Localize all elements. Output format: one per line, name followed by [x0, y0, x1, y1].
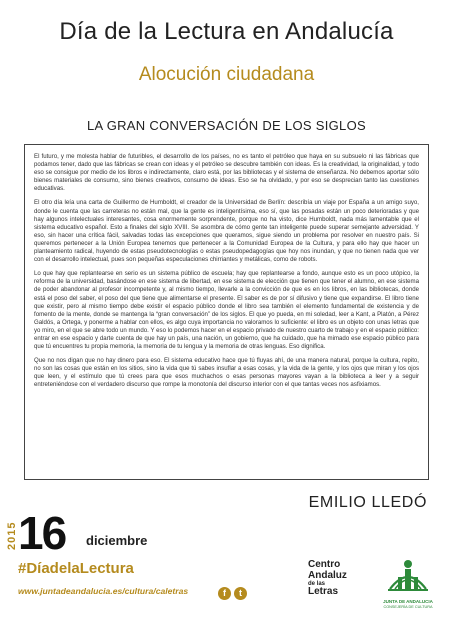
junta-andalucia-logo [378, 555, 438, 609]
caletras-logo [308, 560, 364, 598]
social-icons [218, 583, 250, 601]
speech-text-box [24, 144, 429, 480]
month-label: diciembre [86, 533, 148, 548]
junta-dept: CONSEJERÍA DE CULTURA [383, 604, 433, 609]
caletras-logo-line: Andaluz [308, 569, 347, 581]
website-link[interactable]: www.juntadeandalucia.es/cultura/caletras [18, 586, 189, 596]
caletras-logo-line: Centro [308, 559, 341, 570]
junta-name: JUNTA DE ANDALUCIA [383, 599, 433, 604]
author-name: EMILIO LLEDÓ [308, 494, 427, 511]
paragraph-4: Que no nos digan que no hay dinero para eso. El sistema educativo hace que tú fluyas ahí, de una manera natural, porque la cultura, repito, no son las cosas que están en los sitios, sino la vida que tú sabes insuflar a esas cosas, y la vida de la gente, y los ojos que miran y los ojos que leen, y el estímulo que tú crees para que esos muchachos o esas personas mayores vayan a la biblioteca a leer y a seguir entreteniéndose con el verdadero discurso que rompe la monotonía del discurso interior con el que tantas veces nos asfixiamos. [34, 357, 419, 389]
junta-emblem-icon [386, 555, 430, 595]
page-title: Día de la Lectura en Andalucía [59, 18, 394, 45]
day-number: 16 [18, 507, 66, 559]
section-heading: LA GRAN CONVERSACIÓN DE LOS SIGLOS [87, 118, 366, 133]
hashtag-link[interactable]: #DíadelaLectura [18, 560, 134, 577]
caletras-logo-line: de las [308, 581, 326, 587]
year-label: 2015 [6, 521, 18, 550]
paragraph-2: El otro día leía una carta de Guillermo de Humboldt, el creador de la Universidad de Berlín: describía un viaje por España a un amigo suyo, donde le cuenta que las carreteras no están mal, que la gente es inteligentísima, eso sí, que las posadas están un poco deterioradas y que hay algunos intelectuales interesantes, cosa enormemente sorprendente, porque no ha visto, dice Humboldt, nada más lamentable que el sistema educativo español. Esto a finales del siglo XVIII. Se asombra de cómo gente tan inteligente puede superar semejante adversidad. Y eso, sin hacer una crítica fácil, salvadas todas las excepciones que queramos, sigue siendo un problema por resolver en nuestro país. Si queremos pertenecer a la Unión Europea tenemos que pertenecer a la Comunidad Europea de la Cultura, y para ello hay que hacer un planteamiento radical, huyendo de estas pseudotecnologías o estas pseudopedagogías que hoy nos inundan, y que no tienen nada que ver con el desarrollo intelectual, pues son pequeñas especulaciones chirriantes y metálicas, como de robots. [34, 199, 419, 264]
caletras-logo-line: Letras [308, 586, 339, 598]
paragraph-1: El futuro, y me molesta hablar de futuribles, el desarrollo de los países, no es tanto el petróleo que haya en su subsuelo ni las fábricas que podamos tener, dado que las fábricas se crean con ideas y el petróleo se descubre también con ideas. Es la creatividad, la originalidad, y todo eso se consigue por medio de los libros e indirectamente, claro está, por las bibliotecas y el sistema de enseñanza. No debemos aportar sólo bienes materiales de consumo, sino bienes creativos, consumo de ideas. Eso se ha olvidado, y por eso se desprecian tanto las cuestiones educativas. [34, 153, 419, 193]
facebook-icon[interactable]: f [218, 587, 231, 600]
page-subtitle: Alocución ciudadana [138, 64, 315, 85]
twitter-icon[interactable]: t [234, 587, 247, 600]
paragraph-3: Lo que hay que replantearse en serio es un sistema público de escuela; hay que replantearse a fondo, aunque esto es un poco utópico, la reforma de la universidad, basándose en ese sistema de libertad, en ese sistema de elección que tienen que tener el alumno, en ese sistema de poder abandonar al profesor incompetente y, al mismo tiempo, llevarle a la convicción de que es en los libros, en las bibliotecas, donde está el poso del saber, el poso del que tiene que alimentarse el presente. El saber es de por sí difusivo y tiene que expandirse. El libro tiene que existir, pero al mismo tiempo debe existir el espacio público donde el libro sea también el elemento fundamental de existencia y de fomento de la mente, donde se mantenga la “gran conversación” de los siglos. El que yo pueda, en mi soledad, leer a Kant, a Platón, a Pérez Galdós, a Ortega, y ponerme a hablar con ellos, es algo cuya importancia no valoramos lo suficiente: el libro es un objeto con unas letras que yo miro, en el que se abre todo un mundo. Y eso lo podemos hacer en el espacio privado de nuestro cuarto de trabajo y en el espacio público: entrar en ese espacio y darte cuenta de que hay un país, una nación, un gobierno, que ha cuidado, que ha mimado ese espacio público para que tú encuentres tu propia memoria, la memoria de tu lengua y la memoria de otras lenguas. Eso dignifica. [34, 270, 419, 351]
